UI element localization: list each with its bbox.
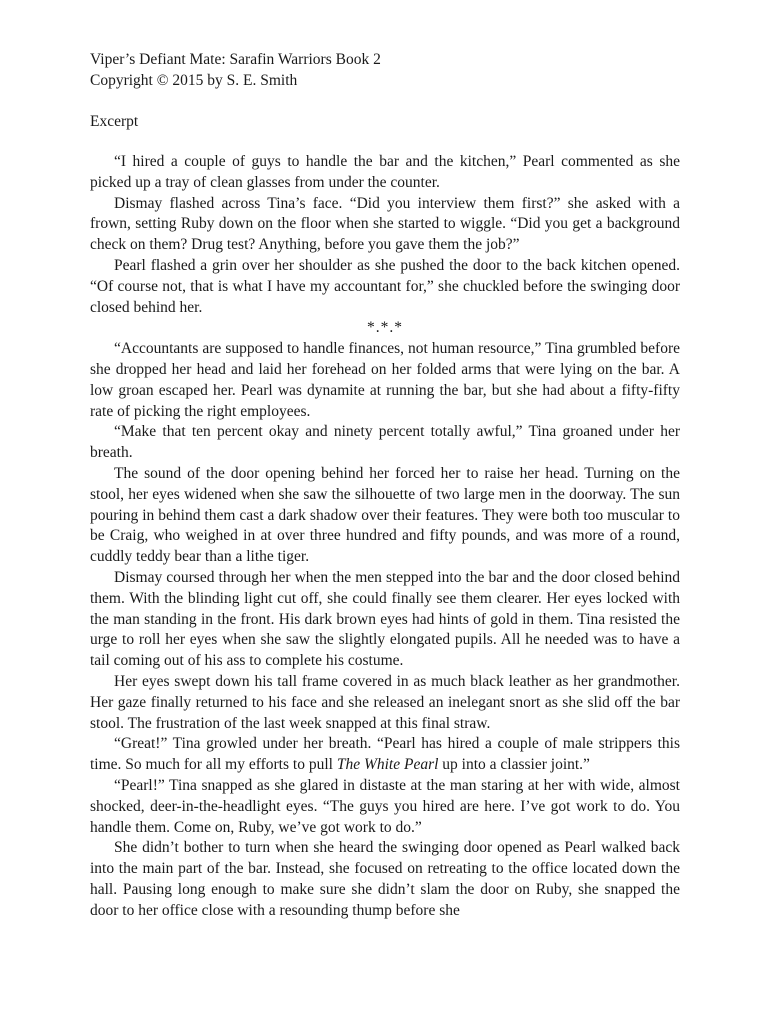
italic-title: The White Pearl <box>336 756 439 774</box>
paragraph-text: up into a classier joint.” <box>438 756 590 774</box>
paragraph: “I hired a couple of guys to handle the bar and the kitchen,” Pearl commented as she picked up a tray of clean glasses from under the counter. <box>90 153 680 191</box>
paragraph <box>90 734 680 776</box>
paragraph: “Make that ten percent okay and ninety percent totally awful,” Tina groaned under her breath. <box>90 423 680 462</box>
excerpt-body <box>90 152 680 921</box>
paragraph: “Pearl!” Tina snapped as she glared in distaste at the man staring at her with wide, almost shocked, deer-in-the-headlight eyes. “The guys you hired are here. I’ve got work to do. You handle them. Come on, Ruby, we’ve got work to do.” <box>90 776 680 836</box>
paragraph: Pearl flashed a grin over her shoulder as she pushed the door to the back kitchen opened. “Of course not, that is what I have my accountant for,” she chuckled before the swinging door closed behind her. <box>90 256 680 316</box>
paragraph: The sound of the door opening behind her forced her to raise her head. Turning on the stool, her eyes widened when she saw the silhouette of two large men in the doorway. The sun pouring in behind them cast a dark shadow over their features. They were both too muscular to be Craig, who weighed in at over three hundred and fifty pounds, and was more of a round, cuddly teddy bear than a lithe tiger. <box>90 464 680 566</box>
book-title: Viper’s Defiant Mate: Sarafin Warriors Book 2 <box>90 51 381 68</box>
paragraph: Dismay coursed through her when the men stepped into the bar and the door closed behind them. With the blinding light cut off, she could finally see them clearer. Her eyes locked with the man standing in the front. His dark brown eyes had hints of gold in them. Tina resisted the urge to roll her eyes when she saw the slightly elongated pupils. All he needed was to have a tail coming out of his ass to complete his costume. <box>90 568 680 670</box>
paragraph-text: “Great!” Tina growled under her breath. “Pearl has hired a couple of male strippers this time. So much for all my efforts to pull <box>90 735 680 774</box>
paragraph: Her eyes swept down his tall frame covered in as much black leather as her grandmother. Her gaze finally returned to his face and she released an inelegant snort as she slid off the bar stool. The frustration of the last week snapped at this final straw. <box>90 672 680 732</box>
paragraph: “Accountants are supposed to handle finances, not human resource,” Tina grumbled before she dropped her head and laid her forehead on her folded arms that were lying on the bar. A low groan escaped her. Pearl was dynamite at running the bar, but she had about a fifty-fifty rate of picking the right employees. <box>90 340 680 420</box>
copyright-line: Copyright © 2015 by S. E. Smith <box>90 72 298 89</box>
paragraph: Dismay flashed across Tina’s face. “Did you interview them first?” she asked with a frown, setting Ruby down on the floor when she started to wiggle. “Did you get a background check on them? Drug test? Anything, before you gave them the job?” <box>90 194 680 254</box>
paragraph: She didn’t bother to turn when she heard the swinging door opened as Pearl walked back into the main part of the bar. Instead, she focused on retreating to the office located down the hall. Pausing long enough to make sure she didn’t slam the door on Ruby, she snapped the door to her office close with a resounding thump before she <box>90 839 680 919</box>
section-heading: Excerpt <box>90 113 139 130</box>
scene-separator: *.*.* <box>367 319 403 337</box>
